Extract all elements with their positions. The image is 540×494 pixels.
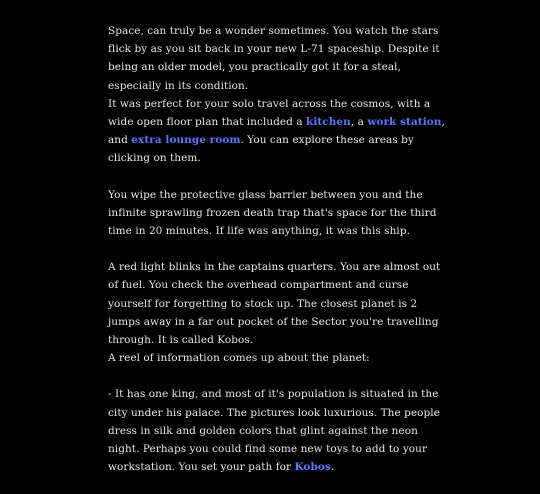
- glass-paragraph: [108, 186, 448, 241]
- ship-layout-text-c: , and: [108, 116, 445, 147]
- kitchen-link[interactable]: kitchen: [306, 116, 351, 129]
- fuel-paragraph: [108, 258, 448, 349]
- glass-text: You wipe the protective glass barrier between you and the infinite sprawling frozen death trap that's space for the third time in 20 minutes. If life was anything, it was this ship.: [108, 188, 437, 238]
- ship-layout-text-a: It was perfect for your solo travel across the cosmos, with a wide open floor plan that included a: [108, 97, 431, 129]
- reel-text: A reel of information comes up about the planet:: [108, 352, 370, 365]
- planet-info-end: .: [330, 461, 335, 474]
- ship-layout-text-b: , a: [350, 116, 368, 129]
- fuel-text: A red light blinks in the captains quarters. You are almost out of fuel. You check the overhead compartment and curse yourself for forgetting to stock up. The closest planet is 2 jumps away in a far out pocket of the Sector you're travelling through. It is called Kobos.: [108, 261, 441, 347]
- story-text: [108, 22, 448, 494]
- kobos-link[interactable]: Kobos: [294, 461, 331, 474]
- reel-paragraph: [108, 349, 448, 367]
- intro-text: Space, can truly be a wonder sometimes. You watch the stars flick by as you sit back in your new L-71 spaceship. Despite it being an older model, you practically got it for a steal, especially in its condition.: [108, 25, 440, 92]
- extra-lounge-room-link[interactable]: extra lounge room: [131, 134, 241, 147]
- ship-layout-text-d: . You can explore these areas by clicking on them.: [108, 134, 414, 165]
- planet-info-text: - It has one king, and most of it's population is situated in the city under his palace. The pictures look luxurious. The people dress in silk and golden colors that glint against the neon night. Perhaps you could find some new toys to add to your workstation. You set your path for: [108, 388, 440, 474]
- intro-paragraph: [108, 22, 448, 95]
- ship-layout-paragraph: [108, 95, 448, 168]
- work-station-link[interactable]: work station: [367, 116, 442, 129]
- planet-info-paragraph: [108, 385, 448, 476]
